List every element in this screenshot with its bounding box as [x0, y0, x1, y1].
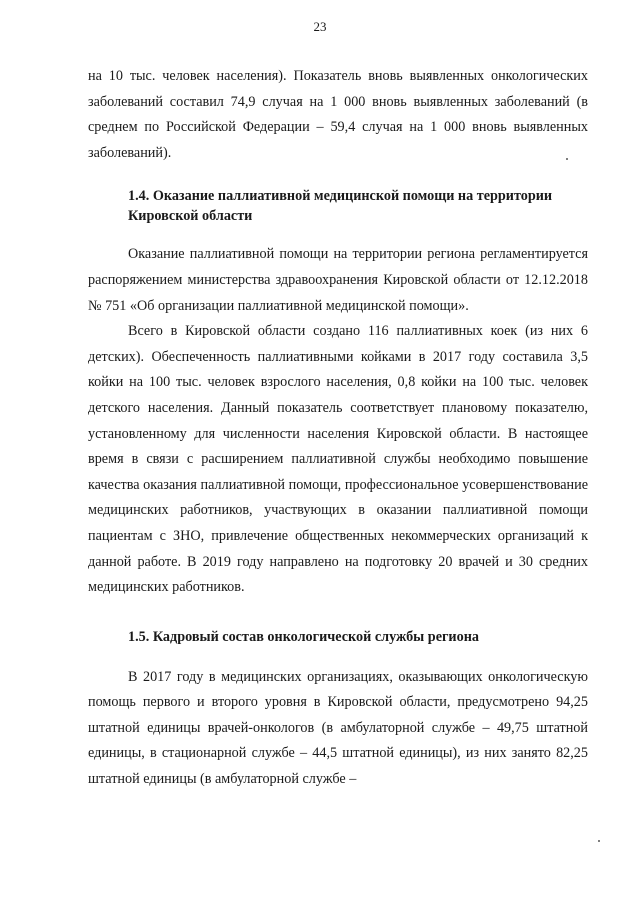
scan-speck — [566, 158, 568, 160]
section-1-5-heading: 1.5. Кадровый состав онкологической службы региона — [128, 628, 479, 645]
section-1-5-paragraph-1: В 2017 году в медицинских организациях, оказывающих онкологическую помощь первого и второго уровня в Кировской области, предусмотрено 94,25 штатной единицы врачей-онкологов (в амбулаторной службе – 49,75 штатной единицы, в стационарной службе – 44,5 штатной единицы), из них занято 82,25 штатной единицы (в амбулаторной службе – — [88, 668, 588, 788]
intro-paragraph: на 10 тыс. человек населения). Показатель вновь выявленных онкологических заболеваний составил 74,9 случая на 1 000 вновь выявленных заболеваний (в среднем по Российской Федерации – 59,4 случая на 1 000 вновь выявленных заболеваний). — [88, 68, 588, 161]
page-content — [88, 64, 588, 793]
page-number: 23 — [313, 19, 327, 34]
section-1-4-heading: 1.4. Оказание паллиативной медицинской помощи на территории Кировской области — [128, 188, 553, 225]
scan-speck — [598, 840, 600, 842]
section-1-4-paragraph-2: Всего в Кировской области создано 116 паллиативных коек (из них 6 детских). Обеспеченность паллиативными койками в 2017 году составила 3,5 койки на 100 тыс. человек взрослого населения, 0,8 койки на 100 тыс. человек детского населения. Данный показатель соответствует плановому показателю, установленному для численности населения Кировской области. В настоящее время в связи с расширением паллиативной службы необходимо повышение качества оказания паллиативной помощи, профессиональное усовершенствование медицинских работников, участвующих в оказании паллиативной помощи пациентам с ЗНО, привлечение общественных некоммерческих организаций к данной работе. В 2019 году направлено на подготовку 20 врачей и 30 средних медицинских работников. — [88, 323, 588, 596]
section-1-4-paragraph-1: Оказание паллиативной помощи на территории региона регламентируется распоряжением министерства здравоохранения Кировской области от 12.12.2018 № 751 «Об организации паллиативной медицинской помощи». — [88, 246, 588, 314]
